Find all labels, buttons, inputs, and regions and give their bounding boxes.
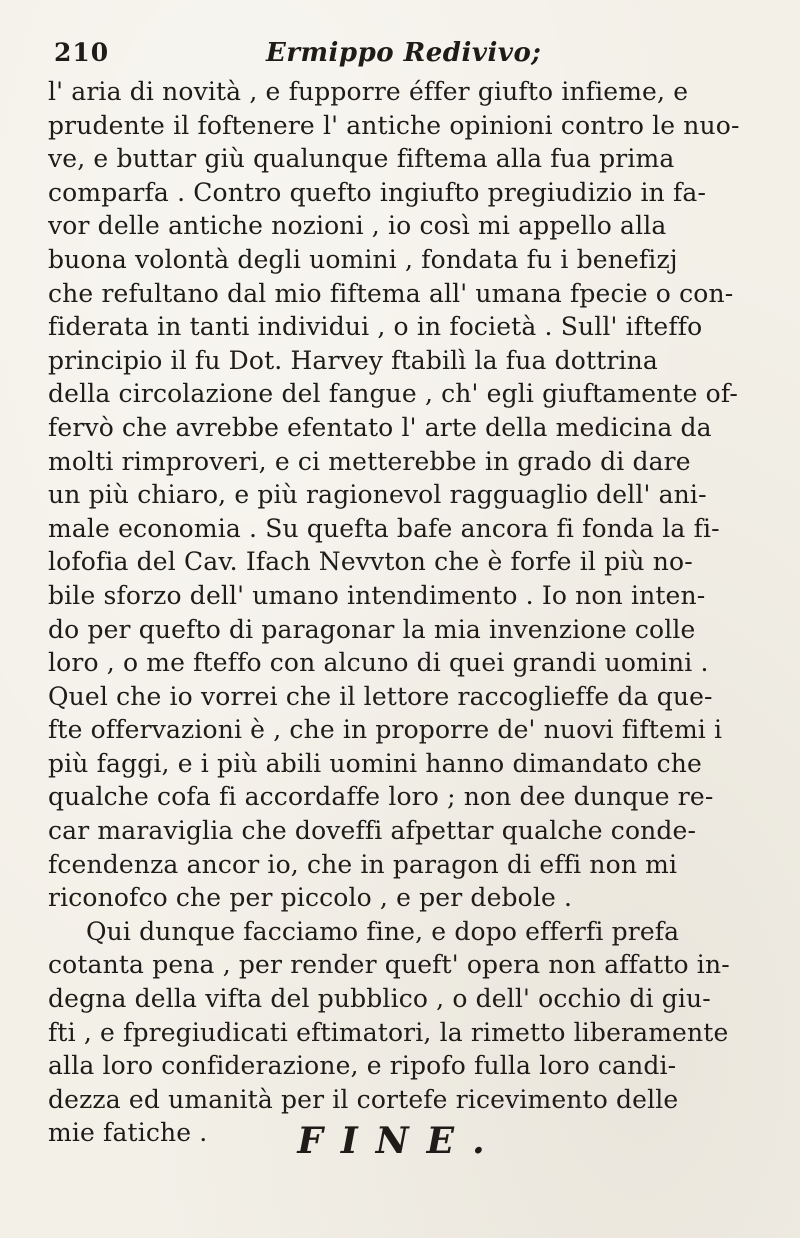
text-line: l' aria di novità , e fupporre éffer giufto infieme, e xyxy=(48,77,689,106)
text-line: riconofco che per piccolo , e per debole . xyxy=(48,883,573,913)
page-number: 210 xyxy=(54,38,110,67)
text-line: che refultano dal mio fiftema all' umana fpecie o con- xyxy=(48,278,734,308)
text-line: molti rimproveri, e ci metterebbe in grado di dare xyxy=(48,446,691,476)
running-title: Ermippo Redivivo; xyxy=(266,38,542,68)
text-line: vor delle antiche nozioni , io così mi appello alla xyxy=(48,211,667,241)
text-line: fti , e fpregiudicati eftimatori, la rimetto liberamente xyxy=(48,1017,729,1047)
text-line: degna della vifta del pubblico , o dell' occhio di giu- xyxy=(48,984,711,1014)
text-line: principio il fu Dot. Harvey ftabilì la fua dottrina xyxy=(48,345,658,375)
text-line: fiderata in tanti individui , o in focietà . Sull' ifteffo xyxy=(48,312,703,342)
text-line: della circolazione del fangue , ch' egli giuftamente of- xyxy=(48,379,738,409)
text-line: bile sforzo dell' umano intendimento . Io non inten- xyxy=(48,580,706,610)
text-line: prudente il foftenere l' antiche opinioni contro le nuo- xyxy=(48,110,740,140)
text-line: Quel che io vorrei che il lettore raccoglieffe da que- xyxy=(48,681,713,711)
running-head xyxy=(48,38,748,74)
text-line: dezza ed umanità per il cortefe ricevimento delle xyxy=(48,1084,679,1114)
text-line: loro , o me fteffo con alcuno di quei grandi uomini . xyxy=(48,648,709,678)
text-line: fervò che avrebbe efentato l' arte della medicina da xyxy=(48,412,712,442)
text-line: buona volontà degli uomini , fondata fu i benefizj xyxy=(48,244,678,274)
text-line: car maraviglia che doveffi afpettar qualche conde- xyxy=(48,816,697,846)
text-line: fte offervazioni è , che in proporre de' nuovi fiftemi i xyxy=(48,715,723,745)
text-line: più faggi, e i più abili uomini hanno dimandato che xyxy=(48,748,702,778)
paragraph-start-line: Qui dunque facciamo fine, e dopo efferfi prefa xyxy=(86,916,680,946)
body-text xyxy=(48,75,764,1150)
text-line: comparfa . Contro quefto ingiufto pregiudizio in fa- xyxy=(48,177,707,207)
text-line: alla loro confiderazione, e ripofo fulla loro candi- xyxy=(48,1051,677,1081)
text-line: fcendenza ancor io, che in paragon di effi non mi xyxy=(48,849,678,879)
text-line: qualche cofa fi accordaffe loro ; non dee dunque re- xyxy=(48,782,714,812)
text-line: do per quefto di paragonar la mia invenzione colle xyxy=(48,614,696,644)
text-line: un più chiaro, e più ragionevol ragguaglio dell' ani- xyxy=(48,480,707,510)
text-line: lofofia del Cav. Ifach Nevvton che è forfe il più no- xyxy=(48,547,693,577)
text-line: male economia . Su quefta bafe ancora fi fonda la fi- xyxy=(48,513,720,543)
fine-colophon: FINE. xyxy=(297,1120,503,1162)
text-line: cotanta pena , per render queft' opera non affatto in- xyxy=(48,950,730,980)
text-line: ve, e buttar giù qualunque fiftema alla fua prima xyxy=(48,144,675,174)
text-line: mie fatiche . xyxy=(48,1118,208,1148)
